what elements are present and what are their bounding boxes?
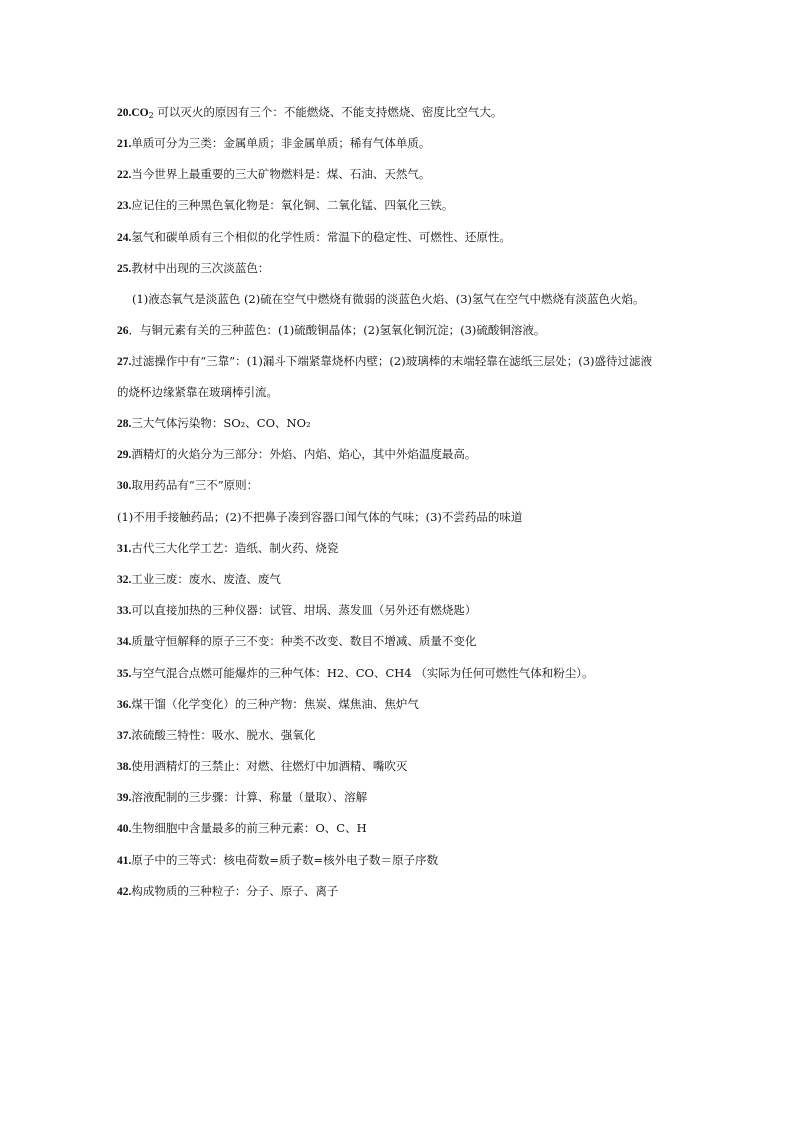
item-text: 教材中出现的三次淡蓝色： (131, 261, 270, 275)
list-item (117, 384, 278, 400)
item-text: (1)液态氧气是淡蓝色 (2)硫在空气中燃烧有微弱的淡蓝色火焰、(3)氢气在空气中燃烧有淡蓝色火焰。 (132, 292, 645, 306)
item-text: 过滤操作中有“三靠”：(1)漏斗下端紧靠烧杯内壁；(2)玻璃棒的末端轻靠在滤纸三层处；(3)盛待过滤液 (131, 354, 652, 368)
list-item (117, 571, 281, 588)
item-number: 42. (117, 886, 132, 898)
item-number: 41. (117, 855, 132, 867)
list-item (117, 260, 269, 277)
item-text: 原子中的三等式：核电荷数=质子数=核外电子数＝原子序数 (131, 853, 439, 867)
item-number: 30. (117, 480, 132, 492)
list-item (117, 322, 545, 339)
list-item (117, 696, 419, 713)
item-number: 25. (117, 263, 132, 275)
item-text: 酒精灯的火焰分为三部分：外焰、内焰、焰心，其中外焰温度最高。 (131, 447, 477, 461)
item-number: 24. (117, 232, 132, 244)
list-item (117, 104, 502, 121)
item-text: 使用酒精灯的三禁止：对燃、往燃灯中加酒精、嘴吹灭 (131, 759, 408, 773)
list-item (132, 291, 645, 307)
item-text: 可以灭火的原因有三个：不能燃烧、不能支持燃烧、密度比空气大。 (153, 105, 503, 119)
list-item (117, 633, 476, 650)
item-number: 26 (117, 325, 129, 337)
item-text: 溶液配制的三步骤：计算、称量（量取）、溶解 (131, 790, 368, 804)
item-text: 的烧杯边缘紧靠在玻璃棒引流。 (117, 385, 278, 399)
item-number: 37. (117, 730, 132, 742)
item-text: 可以直接加热的三种仪器：试管、坩埚、蒸发皿（另外还有燃烧匙） (131, 603, 477, 617)
item-number: 22. (117, 169, 132, 181)
item-text: 三大气体污染物：SO₂、CO、NO₂ (131, 416, 311, 430)
list-item (117, 883, 338, 900)
item-text: 取用药品有“三不”原则： (131, 478, 259, 492)
item-number: 34. (117, 636, 132, 648)
item-number: 20. (117, 107, 132, 119)
list-item (117, 789, 367, 806)
list-item (117, 477, 258, 494)
list-item (117, 229, 511, 246)
item-text: 煤干馏（化学变化）的三种产物：焦炭、煤焦油、焦炉气 (131, 697, 419, 711)
item-number: 33. (117, 605, 132, 617)
item-text: 与空气混合点燃可能爆炸的三种气体：H2、CO、CH4 （实际为任何可燃性气体和粉尘）。 (131, 666, 594, 680)
list-item (117, 820, 367, 837)
list-item (117, 135, 430, 152)
item-number: 27. (117, 356, 132, 368)
item-number: 32. (117, 574, 132, 586)
item-number: 21. (117, 138, 132, 150)
list-item (117, 509, 522, 525)
list-item (117, 446, 476, 463)
item-text: 古代三大化学工艺：造纸、制火药、烧瓷 (131, 541, 339, 555)
list-item (117, 602, 476, 619)
item-number: 28. (117, 418, 132, 430)
item-text: ．与铜元素有关的三种蓝色：(1)硫酸铜晶体；(2)氢氧化铜沉淀；(3)硫酸铜溶液。 (128, 323, 546, 337)
item-text: 构成物质的三种粒子：分子、原子、离子 (131, 884, 339, 898)
item-text: 氢气和碳单质有三个相似的化学性质：常温下的稳定性、可燃性、还原性。 (131, 230, 511, 244)
list-item (117, 727, 315, 744)
item-number: 36. (117, 699, 132, 711)
item-number: 38. (117, 761, 132, 773)
item-number: 29. (117, 449, 132, 461)
item-text: 单质可分为三类：金属单质；非金属单质；稀有气体单质。 (131, 136, 431, 150)
list-item (117, 665, 594, 682)
list-item (117, 166, 430, 183)
item-text: 工业三废：废水、废渣、废气 (131, 572, 281, 586)
item-text: 当今世界上最重要的三大矿物燃料是：煤、石油、天然气。 (131, 167, 431, 181)
list-item (117, 415, 311, 432)
item-number: 40. (117, 823, 132, 835)
item-text: 浓硫酸三特性：吸水、脱水、强氧化 (131, 728, 316, 742)
item-number: 31. (117, 543, 132, 555)
formula-subscript: 2 (148, 111, 154, 120)
item-number: 39. (117, 792, 132, 804)
item-formula: CO (131, 107, 149, 119)
list-item (117, 540, 338, 557)
item-text: (1)不用手接触药品；(2)不把鼻子凑到容器口闻气体的气味；(3)不尝药品的味道 (117, 510, 523, 524)
item-text: 质量守恒解释的原子三不变：种类不改变、数目不增减、质量不变化 (131, 634, 477, 648)
list-item (117, 353, 652, 370)
item-text: 应记住的三种黑色氧化物是：氧化铜、二氧化锰、四氧化三铁。 (131, 198, 454, 212)
item-number: 23. (117, 200, 132, 212)
list-item (117, 758, 407, 775)
item-number: 35. (117, 668, 132, 680)
list-item (117, 852, 438, 869)
item-text: 生物细胞中含量最多的前三种元素：O、C、H (131, 821, 367, 835)
list-item (117, 197, 453, 214)
